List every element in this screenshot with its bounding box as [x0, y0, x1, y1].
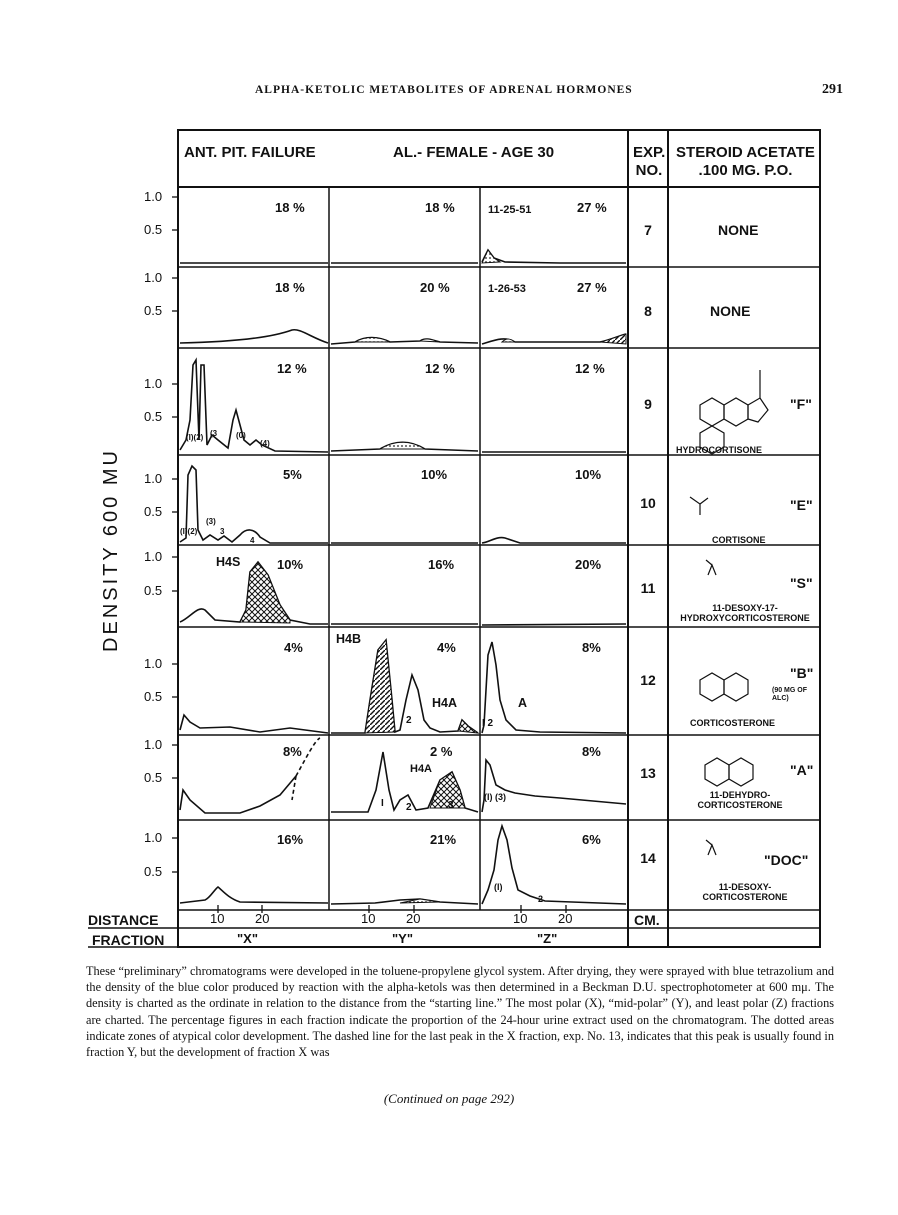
- ytick-label: 0.5: [144, 583, 163, 598]
- pct-x: 12 %: [277, 361, 307, 376]
- fraction-x: "X": [237, 931, 258, 946]
- continued-note: (Continued on page 292): [383, 1091, 515, 1106]
- exp-number: 14: [640, 850, 656, 866]
- exp-number: 11: [640, 580, 656, 596]
- steroid-name: 11-DEHYDRO-CORTICOSTERONE: [697, 790, 783, 810]
- svg-text:(3): (3): [206, 517, 216, 526]
- svg-text:4: 4: [250, 536, 255, 545]
- steroid-name: 11-DESOXY-17-HYDROXYCORTICOSTERONE: [680, 603, 810, 623]
- steroid-code: "B": [790, 665, 814, 681]
- page-number: 291: [822, 82, 843, 97]
- svg-text:3: 3: [448, 800, 454, 811]
- ytick-label: 1.0: [144, 189, 163, 204]
- ytick-label: 1.0: [144, 270, 163, 285]
- svg-text:(0): (0): [236, 431, 246, 440]
- ytick-label: 1.0: [144, 471, 163, 486]
- exp-number: 7: [644, 222, 652, 238]
- ytick-label: 1.0: [144, 830, 163, 845]
- pct-z: 8%: [582, 640, 601, 655]
- cm-label: CM.: [634, 912, 660, 928]
- fraction-z: "Z": [537, 931, 558, 946]
- ytick-label: 1.0: [144, 737, 163, 752]
- svg-text:(I)(2): (I)(2): [186, 433, 204, 442]
- pct-x: 18 %: [275, 280, 305, 295]
- steroid-none: NONE: [710, 303, 751, 319]
- ytick-label: 0.5: [144, 409, 163, 424]
- header-exp-no: EXP. NO.: [633, 144, 666, 179]
- pct-y: 16%: [428, 557, 455, 572]
- steroid-code: "S": [790, 575, 813, 591]
- svg-text:2: 2: [406, 715, 412, 726]
- pct-x: 10%: [277, 557, 304, 572]
- svg-text:(4): (4): [260, 439, 270, 448]
- pct-z: 8%: [582, 744, 601, 759]
- header-patient: AL.- FEMALE - AGE 30: [393, 144, 555, 161]
- exp-number: 10: [640, 495, 656, 511]
- ytick-label: 0.5: [144, 770, 163, 785]
- svg-text:2: 2: [406, 802, 412, 813]
- pct-z: 27 %: [577, 200, 607, 215]
- steroid-code: "A": [790, 762, 814, 778]
- sample-date: 1-26-53: [488, 283, 526, 295]
- pct-x: 18 %: [275, 200, 305, 215]
- steroid-name: HYDROCORTISONE: [676, 445, 763, 455]
- ytick-label: 1.0: [144, 376, 163, 391]
- distance-tick: 20: [406, 911, 421, 926]
- exp-number: 12: [640, 672, 656, 688]
- fraction-label: FRACTION: [92, 932, 165, 948]
- ytick-label: 0.5: [144, 303, 163, 318]
- pct-x: 5%: [283, 467, 302, 482]
- svg-text:I 2: I 2: [482, 718, 494, 729]
- svg-text:(I): (I): [494, 882, 503, 892]
- exp-number: 9: [644, 396, 652, 412]
- distance-label: DISTANCE: [88, 912, 159, 928]
- exp-number: 13: [640, 765, 656, 781]
- svg-text:2: 2: [538, 894, 544, 904]
- pct-x: 16%: [277, 832, 304, 847]
- peak-label-h4a: H4A: [410, 763, 433, 775]
- pct-z: 10%: [575, 467, 602, 482]
- sample-date: 11-25-51: [488, 204, 532, 216]
- pct-y: 18 %: [425, 200, 455, 215]
- steroid-name: 11-DESOXY-CORTICOSTERONE: [702, 882, 788, 902]
- svg-text:(I)(2): (I)(2): [180, 527, 198, 536]
- exp-number: 8: [644, 303, 652, 319]
- pct-z: 20%: [575, 557, 602, 572]
- header-ant-pit-failure: ANT. PIT. FAILURE: [184, 144, 316, 161]
- distance-tick: 10: [513, 911, 528, 926]
- peak-label-h4b: H4B: [336, 632, 362, 646]
- peak-label-a: A: [518, 696, 528, 710]
- pct-z: 6%: [582, 832, 601, 847]
- fraction-y: "Y": [392, 931, 413, 946]
- steroid-code: "DOC": [764, 852, 809, 868]
- steroid-note: (90 MG OF ALC): [772, 687, 808, 702]
- pct-y: 4%: [437, 640, 456, 655]
- pct-y: 12 %: [425, 361, 455, 376]
- ytick-label: 1.0: [144, 656, 163, 671]
- svg-text:(3: (3: [210, 429, 218, 438]
- y-axis-label: DENSITY 600 MU: [100, 448, 122, 652]
- peak-label-h4a: H4A: [432, 696, 458, 710]
- ytick-label: 0.5: [144, 222, 163, 237]
- pct-y: 20 %: [420, 280, 450, 295]
- svg-text:(I) (3): (I) (3): [484, 792, 506, 802]
- pct-z: 27 %: [577, 280, 607, 295]
- steroid-name: CORTISONE: [712, 535, 766, 545]
- header-steroid-acetate: STEROID ACETATE .100 MG. P.O.: [676, 144, 815, 179]
- distance-tick: 20: [558, 911, 573, 926]
- ytick-label: 0.5: [144, 504, 163, 519]
- svg-text:I: I: [381, 798, 384, 809]
- pct-x: 8%: [283, 744, 302, 759]
- pct-y: 2 %: [430, 744, 453, 759]
- distance-tick: 10: [361, 911, 376, 926]
- ytick-label: 1.0: [144, 549, 163, 564]
- pct-z: 12 %: [575, 361, 605, 376]
- figure-caption: These “preliminary” chromatograms were developed in the toluene-propylene glycol system. After drying, they were sprayed with blue tetrazolium and the density of the blue color produced by reaction with the alpha-ketols was then determined in a Beckman D.U. spectrophotometer at 600 mμ. The density is charted as the ordinate in relation to the distance from the “starting line.” The most polar (X), “mid-polar” (Y), and least polar (Z) fractions are charted. The percentage figures in each fraction indicate the proportion of the 24-hour urine extract used on the chromatogram. The dotted areas indicate zones of atypical color development. The dashed line for the last peak in the X fraction, exp. No. 13, indicates that this peak is usually found in fraction Y, but the development of fraction X was: [86, 964, 834, 1060]
- steroid-code: "F": [790, 396, 812, 412]
- steroid-none: NONE: [718, 222, 759, 238]
- pct-y: 10%: [421, 467, 448, 482]
- ytick-label: 0.5: [144, 689, 163, 704]
- peak-label-h4s: H4S: [216, 555, 241, 569]
- distance-tick: 20: [255, 911, 270, 926]
- distance-tick: 10: [210, 911, 225, 926]
- svg-text:3: 3: [220, 527, 225, 536]
- pct-y: 21%: [430, 832, 457, 847]
- pct-x: 4%: [284, 640, 303, 655]
- running-head: ALPHA-KETOLIC METABOLITES OF ADRENAL HORMONES: [255, 84, 633, 96]
- steroid-code: "E": [790, 497, 813, 513]
- steroid-name: CORTICOSTERONE: [690, 718, 776, 728]
- ytick-label: 0.5: [144, 864, 163, 879]
